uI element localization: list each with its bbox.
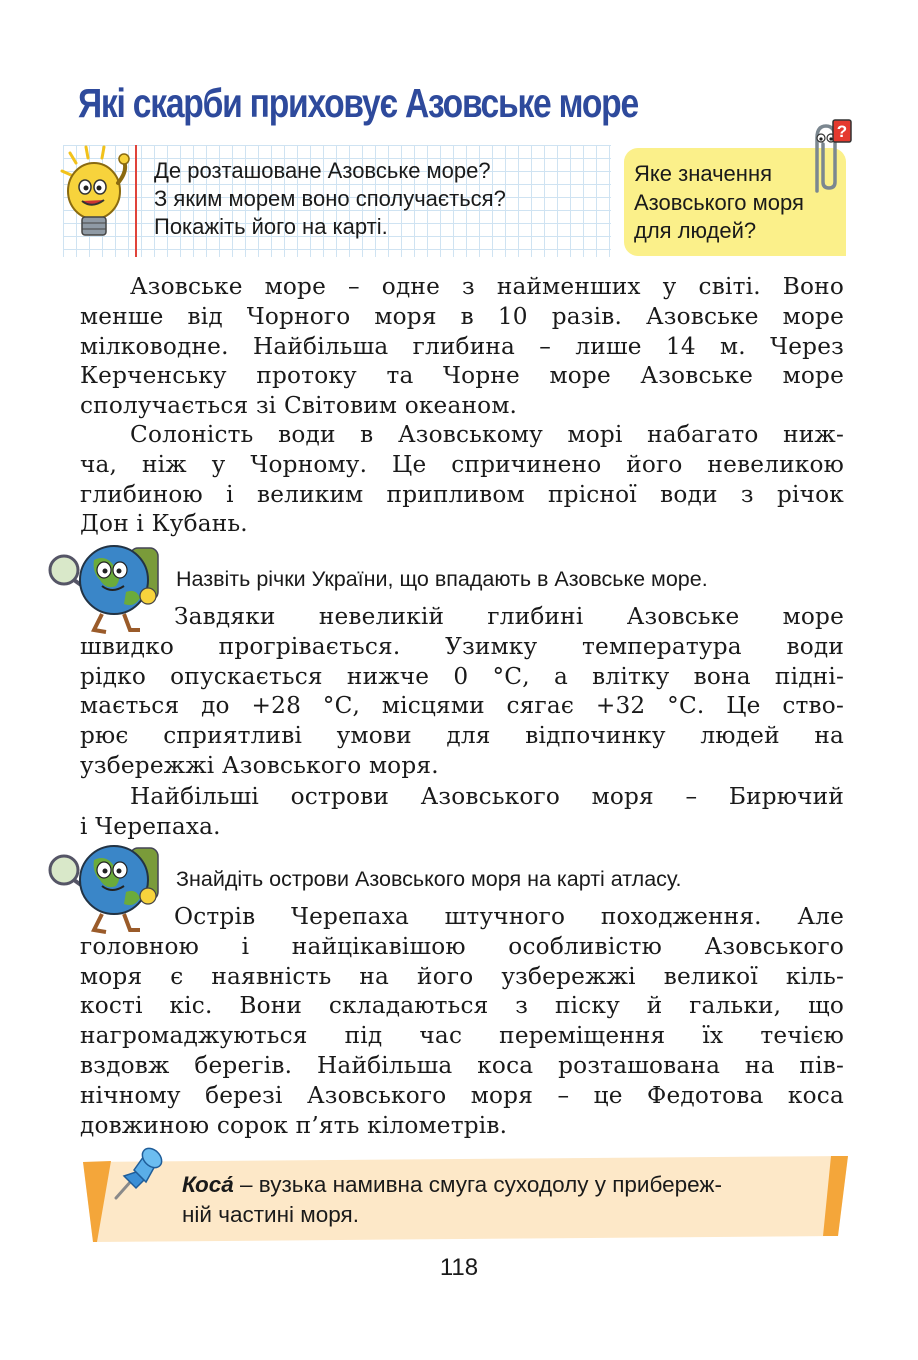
text-line: вздовж берегів. Найбільша коса розташована на пів-: [80, 1051, 844, 1079]
side-question-line: Азовського моря: [634, 189, 804, 215]
page-title: Які скарби приховує Азовське море: [78, 80, 638, 126]
question-line: Де розташоване Азовське море?: [154, 158, 491, 183]
text-line: нічному березі Азовського моря – це Федотова коса: [80, 1081, 844, 1109]
text-line: Солоність води в Азовському морі набагато ниж-: [130, 421, 844, 448]
text-line: і Черепаха.: [80, 812, 221, 840]
text-line: мається до +28 °С, місцями сягає +32 °С. Це ство-: [80, 692, 844, 720]
text-line: рідко опускається нижче 0 °С, а влітку вона підні-: [80, 662, 844, 690]
task-text: Назвіть річки України, що впадають в Азовське море.: [176, 567, 708, 591]
text-line: глибиною і великим припливом прісної води з річок: [80, 480, 844, 508]
task-text: Знайдіть острови Азовського моря на карті атласу.: [176, 867, 682, 891]
paragraph: [80, 420, 844, 539]
text-line: нагромаджуються під час переміщення їх течією: [80, 1022, 844, 1050]
text-line: узбережжі Азовського моря.: [80, 751, 439, 779]
side-question-line: Яке значення: [634, 161, 773, 186]
definition-text: [182, 1170, 722, 1230]
paragraph: [80, 272, 844, 421]
side-question-line: для людей?: [634, 218, 757, 243]
text-line: Острів Черепаха штучного походження. Але: [174, 903, 844, 930]
text-line: ча, ніж у Чорному. Це спричинено його невеликою: [80, 450, 844, 478]
question-line: Покажіть його на карті.: [154, 214, 388, 239]
question-badge: ?: [836, 122, 848, 141]
text-line: довжиною сорок п’ять кілометрів.: [80, 1111, 508, 1139]
text-line: Завдяки невеликій глибині Азовське море: [174, 603, 844, 630]
paragraph: [80, 782, 844, 842]
page-number: 118: [439, 1254, 479, 1281]
text-line: Керченську протоку та Чорне море Азовське море: [80, 362, 844, 390]
text-line: головною і найцікавішою особливістю Азовського: [80, 932, 844, 960]
text-line: Дон і Кубань.: [80, 510, 248, 538]
lightbulb-icon: [58, 143, 138, 253]
text-line: Найбільші острови Азовського моря – Бирючий: [130, 783, 844, 810]
question-lines: [154, 157, 506, 241]
paragraph: [80, 902, 844, 1140]
text-line: Азовське море – одне з найменших у світі. Воно: [130, 273, 844, 300]
text-line: рює сприятливі умови для відпочинку людей на: [80, 722, 844, 750]
text-line: мілководне. Найбільша глибина – лише 14 м. Через: [80, 332, 844, 360]
definition-body: ній частині моря.: [182, 1202, 359, 1227]
paperclip-icon: [795, 116, 857, 196]
text-line: кості кіс. Вони складаються з піску й гальки, що: [80, 992, 844, 1020]
question-line: З яким морем воно сполучається?: [154, 186, 506, 211]
pushpin-icon: [100, 1142, 170, 1212]
text-line: швидко прогрівається. Узимку температура води: [80, 632, 844, 660]
text-line: менше від Чорного моря в 10 разів. Азовське море: [80, 302, 844, 330]
side-question-text: [634, 160, 804, 246]
text-line: сполучається зі Світовим океаном.: [80, 392, 518, 420]
paragraph: [80, 602, 844, 781]
definition-body: – вузька намивна смуга суходолу у прибереж-: [233, 1172, 722, 1197]
definition-term: Коса́: [182, 1172, 234, 1197]
text-line: моря є наявність на його узбережжі великої кіль-: [80, 962, 844, 990]
